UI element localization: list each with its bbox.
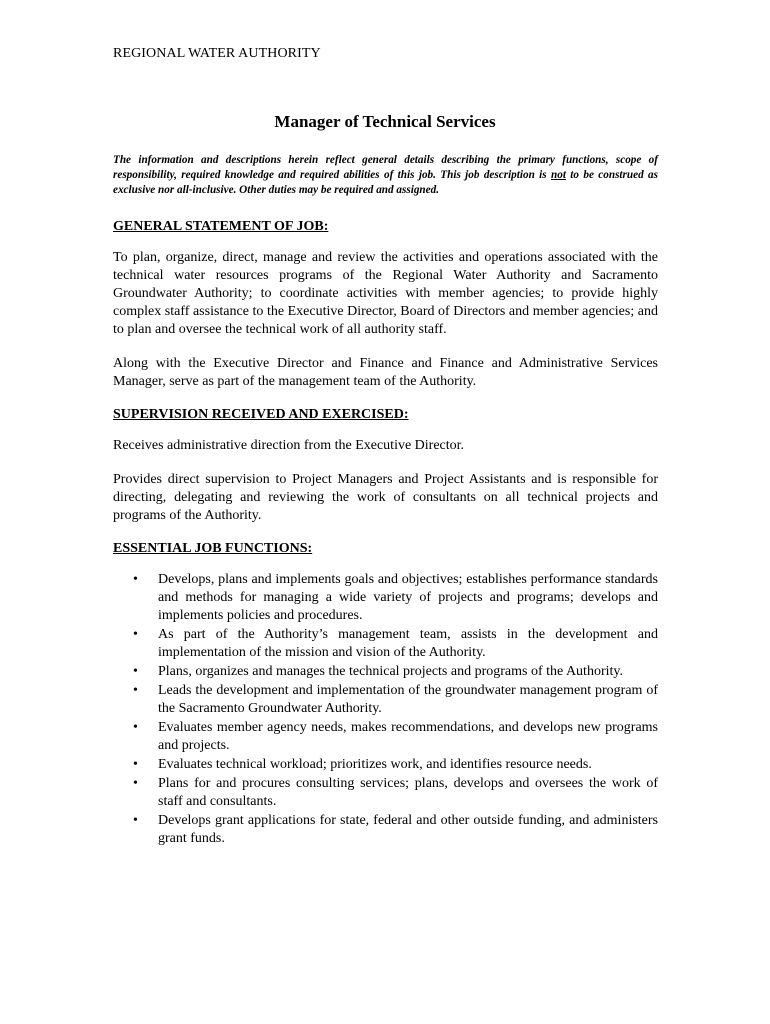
bullet-icon: •: [133, 720, 138, 735]
list-item: [113, 571, 658, 625]
disclaimer-emphasis: not: [551, 169, 566, 181]
general-statement-paragraph-1: To plan, organize, direct, manage and review the activities and operations associated with the technical water resources programs of the Regional Water Authority and Sacramento Groundwater Authority; to coordinate activities with member agencies; to provide highly complex staff assistance to the Executive Director, Board of Directors and member agencies; and to plan and oversee the technical work of all authority staff.: [113, 250, 658, 337]
list-item: [113, 775, 658, 811]
bullet-icon: •: [133, 664, 138, 679]
list-item: [113, 682, 658, 718]
bullet-icon: •: [133, 813, 138, 828]
list-item-text: Leads the development and implementation of the groundwater management program of the Sacramento Groundwater Authority.: [158, 683, 658, 716]
list-item-text: Evaluates member agency needs, makes recommendations, and develops new programs and projects.: [158, 720, 658, 753]
supervision-paragraph-1: Receives administrative direction from the Executive Director.: [113, 438, 465, 453]
list-item: [113, 812, 658, 848]
list-item: [113, 756, 658, 774]
list-item-text: Develops grant applications for state, federal and other outside funding, and administers grant funds.: [158, 813, 658, 846]
list-item-text: Evaluates technical workload; prioritizes work, and identifies resource needs.: [158, 757, 592, 772]
disclaimer-text: [113, 153, 658, 198]
general-statement-paragraph-2: Along with the Executive Director and Finance and Finance and Administrative Services Manager, serve as part of the management team of the Authority.: [113, 356, 658, 389]
document-title: Manager of Technical Services: [274, 112, 496, 131]
general-statement-heading: GENERAL STATEMENT OF JOB:: [113, 219, 329, 234]
essential-functions-heading: ESSENTIAL JOB FUNCTIONS:: [113, 541, 313, 556]
list-item: [113, 663, 658, 681]
list-item: [113, 719, 658, 755]
bullet-icon: •: [133, 757, 138, 772]
disclaimer-part-2: to be construed as exclusive nor all-inclusive. Other duties may be required and assigned.: [113, 169, 658, 196]
bullet-icon: •: [133, 683, 138, 698]
list-item-text: Develops, plans and implements goals and objectives; establishes performance standards and methods for managing a wide variety of projects and programs; develops and implements policies and procedures.: [158, 572, 658, 623]
list-item-text: As part of the Authority’s management team, assists in the development and implementation of the mission and vision of the Authority.: [158, 627, 658, 660]
document-body: [113, 153, 658, 849]
bullet-icon: •: [133, 627, 138, 642]
bullet-icon: •: [133, 776, 138, 791]
supervision-heading: SUPERVISION RECEIVED AND EXERCISED:: [113, 407, 409, 422]
list-item-text: Plans, organizes and manages the technical projects and programs of the Authority.: [158, 664, 623, 679]
disclaimer-part-1: The information and descriptions herein reflect general details describing the primary functions, scope of responsibility, required knowledge and required abilities of this job. This job description is: [113, 154, 658, 181]
list-item-text: Plans for and procures consulting services; plans, develops and oversees the work of staff and consultants.: [158, 776, 658, 809]
bullet-icon: •: [133, 572, 138, 587]
organization-header: REGIONAL WATER AUTHORITY: [113, 46, 321, 61]
supervision-paragraph-2: Provides direct supervision to Project Managers and Project Assistants and is responsible for directing, delegating and reviewing the work of consultants on all technical projects and programs of the Authority.: [113, 472, 658, 523]
list-item: [113, 626, 658, 662]
essential-functions-list: [113, 571, 658, 848]
